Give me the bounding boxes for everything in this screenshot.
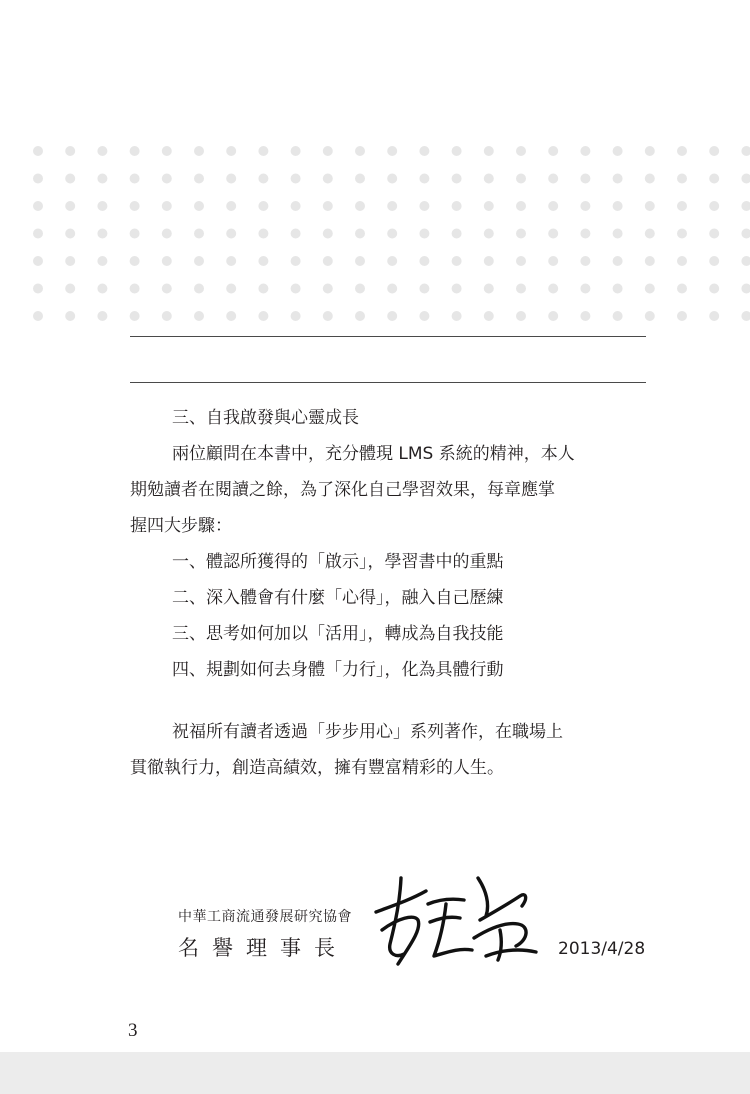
decorative-dot	[291, 174, 301, 184]
decorative-dot	[65, 229, 75, 239]
step-item: 三、思考如何加以「活用」，轉成為自我技能	[172, 624, 504, 644]
decorative-dot	[323, 229, 333, 239]
decorative-dot	[291, 229, 301, 239]
decorative-dot	[226, 146, 236, 156]
decorative-dot	[387, 229, 397, 239]
decorative-dot	[484, 284, 494, 294]
decorative-dot	[677, 256, 687, 266]
decorative-dot	[65, 146, 75, 156]
decorative-dot	[709, 256, 719, 266]
decorative-dot	[580, 174, 590, 184]
decorative-dot	[709, 146, 719, 156]
decorative-dot	[387, 284, 397, 294]
decorative-dot	[516, 311, 526, 321]
decorative-dot	[645, 229, 655, 239]
decorative-dot	[291, 201, 301, 211]
decorative-dot	[323, 201, 333, 211]
decorative-dot	[516, 256, 526, 266]
decorative-dot	[33, 284, 43, 294]
decorative-dot	[741, 174, 750, 184]
decorative-dot	[516, 201, 526, 211]
decorative-dot	[452, 146, 462, 156]
decorative-dot	[355, 311, 365, 321]
decorative-dot	[645, 201, 655, 211]
decorative-dot	[291, 284, 301, 294]
paragraph-line: 期勉讀者在閱讀之餘，為了深化自己學習效果，每章應掌	[130, 480, 555, 500]
decorative-dot	[355, 174, 365, 184]
decorative-dot	[741, 201, 750, 211]
decorative-dot	[484, 311, 494, 321]
decorative-dot	[226, 256, 236, 266]
handwritten-signature	[368, 860, 548, 975]
decorative-dot	[65, 256, 75, 266]
decorative-dot	[741, 256, 750, 266]
decorative-dot	[580, 284, 590, 294]
signer-title: 名譽理事長	[178, 936, 348, 960]
decorative-dot	[323, 311, 333, 321]
decorative-dot	[162, 284, 172, 294]
decorative-dot	[548, 201, 558, 211]
decorative-dot	[162, 146, 172, 156]
decorative-dot	[645, 284, 655, 294]
decorative-dot	[452, 256, 462, 266]
decorative-dot	[33, 311, 43, 321]
decorative-dot	[387, 201, 397, 211]
decorative-dot	[387, 311, 397, 321]
decorative-dot	[387, 256, 397, 266]
decorative-dot	[258, 229, 268, 239]
decorative-dot	[33, 256, 43, 266]
signature-date: 2013/4/28	[558, 939, 646, 959]
decorative-dot	[194, 256, 204, 266]
decorative-dot	[194, 229, 204, 239]
decorative-dot	[709, 284, 719, 294]
decorative-dot	[65, 284, 75, 294]
decorative-dot	[484, 174, 494, 184]
decorative-dot	[613, 174, 623, 184]
decorative-dot	[741, 229, 750, 239]
decorative-dot	[130, 146, 140, 156]
decorative-dot	[97, 256, 107, 266]
decorative-dot	[709, 311, 719, 321]
decorative-dot	[130, 201, 140, 211]
decorative-dot	[516, 146, 526, 156]
decorative-dot	[194, 201, 204, 211]
decorative-dot	[516, 229, 526, 239]
decorative-dot	[452, 284, 462, 294]
decorative-dot	[484, 146, 494, 156]
decorative-dot	[613, 201, 623, 211]
decorative-dot	[741, 284, 750, 294]
decorative-dot	[580, 201, 590, 211]
decorative-dot	[97, 146, 107, 156]
decorative-dot	[419, 256, 429, 266]
decorative-dot	[162, 256, 172, 266]
decorative-dot	[580, 311, 590, 321]
decorative-dot	[130, 174, 140, 184]
decorative-dot	[162, 229, 172, 239]
decorative-dot	[548, 256, 558, 266]
decorative-dot	[677, 284, 687, 294]
decorative-dot	[548, 229, 558, 239]
footer-band	[0, 1052, 750, 1094]
decorative-dot	[258, 174, 268, 184]
decorative-dot	[419, 311, 429, 321]
decorative-dot	[162, 311, 172, 321]
paragraph-line: 握四大步驟：	[130, 516, 232, 536]
decorative-dot	[516, 174, 526, 184]
decorative-dot	[741, 146, 750, 156]
decorative-dot	[419, 229, 429, 239]
step-item: 二、深入體會有什麼「心得」，融入自己歷練	[172, 588, 504, 608]
decorative-dot	[97, 201, 107, 211]
decorative-dot	[677, 311, 687, 321]
decorative-dot	[580, 146, 590, 156]
decorative-dot	[226, 284, 236, 294]
decorative-dot	[709, 174, 719, 184]
page-number: 3	[128, 1020, 138, 1041]
step-item: 四、規劃如何去身體「力行」，化為具體行動	[172, 660, 504, 680]
decorative-dot	[709, 201, 719, 211]
decorative-dot	[677, 146, 687, 156]
decorative-dot	[130, 256, 140, 266]
decorative-dot	[677, 174, 687, 184]
decorative-dot	[291, 311, 301, 321]
decorative-dot	[645, 146, 655, 156]
decorative-dot	[355, 229, 365, 239]
bottom-divider	[130, 382, 646, 383]
decorative-dot-grid	[0, 0, 750, 340]
decorative-dot	[97, 284, 107, 294]
decorative-dot	[613, 284, 623, 294]
decorative-dot	[226, 174, 236, 184]
decorative-dot	[33, 201, 43, 211]
decorative-dot	[355, 146, 365, 156]
main-text-block	[130, 400, 646, 688]
decorative-dot	[162, 201, 172, 211]
decorative-dot	[258, 284, 268, 294]
decorative-dot	[387, 174, 397, 184]
decorative-dot	[323, 284, 333, 294]
decorative-dot	[548, 146, 558, 156]
decorative-dot	[548, 284, 558, 294]
decorative-dot	[323, 256, 333, 266]
decorative-dot	[580, 256, 590, 266]
decorative-dot	[291, 256, 301, 266]
decorative-dot	[291, 146, 301, 156]
decorative-dot	[419, 174, 429, 184]
decorative-dot	[258, 256, 268, 266]
organization-name: 中華工商流通發展研究協會	[178, 909, 352, 925]
decorative-dot	[355, 201, 365, 211]
decorative-dot	[419, 201, 429, 211]
decorative-dot	[97, 311, 107, 321]
decorative-dot	[323, 146, 333, 156]
decorative-dot	[452, 311, 462, 321]
decorative-dot	[65, 311, 75, 321]
decorative-dot	[33, 174, 43, 184]
decorative-dot	[130, 284, 140, 294]
decorative-dot	[645, 174, 655, 184]
top-divider	[130, 336, 646, 337]
section-heading: 三、自我啟發與心靈成長	[172, 408, 359, 428]
decorative-dot	[194, 284, 204, 294]
decorative-dot	[452, 174, 462, 184]
decorative-dot	[33, 146, 43, 156]
decorative-dot	[226, 311, 236, 321]
decorative-dot	[65, 174, 75, 184]
decorative-dot	[130, 229, 140, 239]
decorative-dot	[484, 229, 494, 239]
decorative-dot	[323, 174, 333, 184]
decorative-dot	[419, 284, 429, 294]
decorative-dot	[65, 201, 75, 211]
decorative-dot	[226, 201, 236, 211]
decorative-dot	[645, 311, 655, 321]
decorative-dot	[613, 311, 623, 321]
decorative-dot	[709, 229, 719, 239]
closing-paragraph	[130, 714, 646, 786]
decorative-dot	[162, 174, 172, 184]
decorative-dot	[677, 229, 687, 239]
decorative-dot	[452, 229, 462, 239]
decorative-dot	[613, 229, 623, 239]
decorative-dot	[355, 284, 365, 294]
decorative-dot	[484, 256, 494, 266]
decorative-dot	[226, 229, 236, 239]
decorative-dot	[130, 311, 140, 321]
decorative-dot	[580, 229, 590, 239]
decorative-dot	[258, 201, 268, 211]
decorative-dot	[613, 256, 623, 266]
decorative-dot	[33, 229, 43, 239]
decorative-dot	[645, 256, 655, 266]
decorative-dot	[613, 146, 623, 156]
decorative-dot	[516, 284, 526, 294]
decorative-dot	[548, 174, 558, 184]
decorative-dot	[97, 229, 107, 239]
decorative-dot	[677, 201, 687, 211]
step-item: 一、體認所獲得的「啟示」，學習書中的重點	[172, 552, 504, 572]
paragraph-line: 祝福所有讀者透過「步步用心」系列著作，在職場上	[172, 722, 563, 742]
decorative-dot	[741, 311, 750, 321]
decorative-dot	[194, 174, 204, 184]
decorative-dot	[387, 146, 397, 156]
decorative-dot	[452, 201, 462, 211]
paragraph-line: 貫徹執行力，創造高績效，擁有豐富精彩的人生。	[130, 758, 504, 778]
decorative-dot	[258, 311, 268, 321]
decorative-dot	[97, 174, 107, 184]
decorative-dot	[484, 201, 494, 211]
paragraph-line: 兩位顧問在本書中，充分體現 LMS 系統的精神，本人	[172, 444, 575, 464]
decorative-dot	[548, 311, 558, 321]
decorative-dot	[194, 146, 204, 156]
decorative-dot	[194, 311, 204, 321]
decorative-dot	[419, 146, 429, 156]
decorative-dot	[258, 146, 268, 156]
decorative-dot	[355, 256, 365, 266]
